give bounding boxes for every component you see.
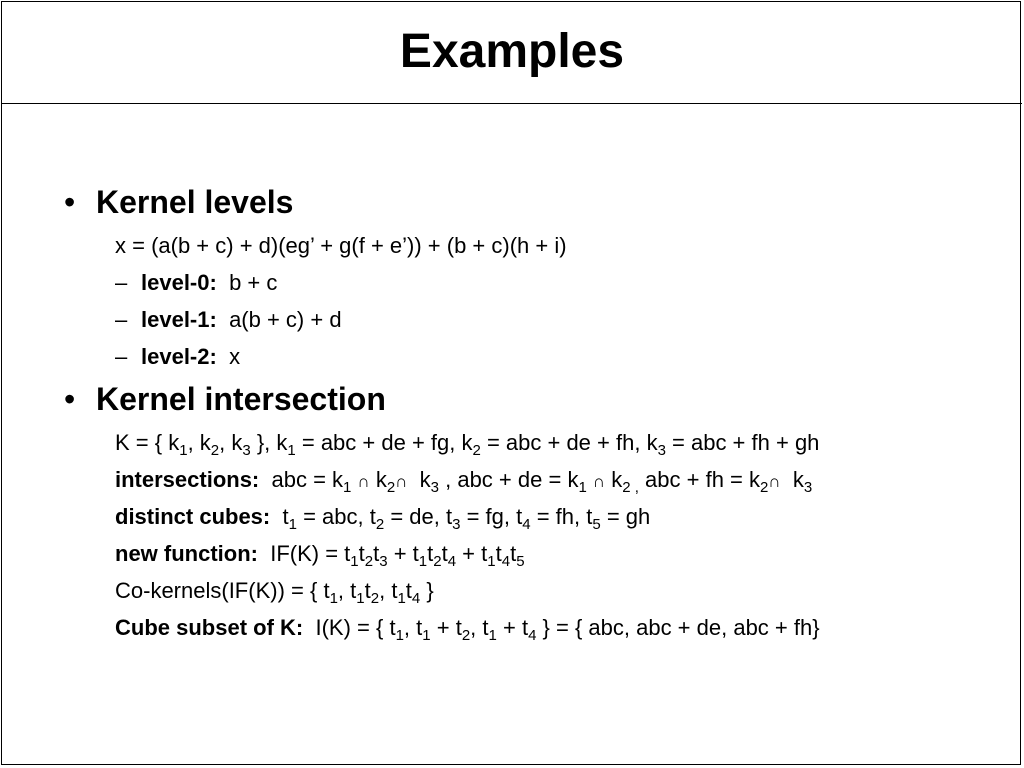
kernel-expression: x = (a(b + c) + d)(eg’ + g(f + e’)) + (b + c)(h + i) bbox=[115, 233, 567, 258]
level-2-value: x bbox=[229, 344, 241, 369]
dash-icon: – bbox=[115, 344, 128, 369]
kernel-set-definition: K = { $k_1$, $k_2$, $k_3$ }, $k_1$ = abc + de + fg, $k_2$ = abc + de + fh, $k_3$ = abc + fh + gh bbox=[115, 430, 820, 459]
bullet-icon: • bbox=[64, 381, 76, 417]
level-0-item bbox=[115, 269, 277, 297]
level-0-label: level-0: bbox=[141, 270, 217, 295]
intersections-line: intersections: abc = $k_1$ ∩ $k_2\cap$ $k_3$ , abc + de = $k_1$ ∩ $k_2$ $_,$ abc + fh = $k_2\cap$ $k_3$ bbox=[115, 467, 813, 496]
intersections-label: intersections: bbox=[115, 467, 260, 492]
cube-subset-label: Cube subset of K: bbox=[115, 615, 304, 640]
intersection-icon: ∩ bbox=[592, 472, 606, 491]
level-1-label: level-1: bbox=[141, 307, 217, 332]
cube-subset-line: Cube subset of K: I(K) = { $t_1$, $t_1 + t_2$, $t_1 + t_4$ } = { abc, abc + de, abc + fh} bbox=[115, 615, 820, 644]
co-kernels-line: Co-kernels(IF(K)) = { $t_1$, $t_1t_2$, $t_1t_4$ } bbox=[115, 578, 434, 607]
level-2-item bbox=[115, 343, 240, 371]
intersection-icon: ∩ bbox=[357, 472, 370, 491]
bullet-icon: • bbox=[64, 184, 76, 220]
level-1-item bbox=[115, 306, 342, 334]
title-bar bbox=[2, 2, 1022, 104]
level-2-label: level-2: bbox=[141, 344, 217, 369]
dash-icon: – bbox=[115, 307, 128, 332]
level-1-value: a(b + c) + d bbox=[229, 307, 342, 332]
intersection-icon: ∩ bbox=[768, 472, 781, 491]
distinct-cubes-line: distinct cubes: $t_1$ = abc, $t_2$ = de, $t_3$ = fg, $t_4$ = fh, $t_5$ = gh bbox=[115, 504, 651, 533]
kernel-levels-heading: Kernel levels bbox=[96, 184, 294, 220]
bullet-kernel-intersection bbox=[64, 379, 386, 419]
dash-icon: – bbox=[115, 270, 128, 295]
new-function-label: new function: bbox=[115, 541, 258, 566]
slide-title: Examples bbox=[399, 25, 625, 78]
slide-frame bbox=[1, 1, 1021, 765]
new-function-line: new function: $IF(K) = t_1t_2t_3 + t_1t_2t_4 + t_1t_4t_5$ bbox=[115, 541, 525, 570]
kernel-intersection-heading: Kernel intersection bbox=[96, 381, 386, 417]
level-0-value: b + c bbox=[229, 270, 278, 295]
bullet-kernel-levels bbox=[64, 182, 293, 222]
distinct-cubes-label: distinct cubes: bbox=[115, 504, 271, 529]
intersection-icon: ∩ bbox=[395, 472, 408, 491]
